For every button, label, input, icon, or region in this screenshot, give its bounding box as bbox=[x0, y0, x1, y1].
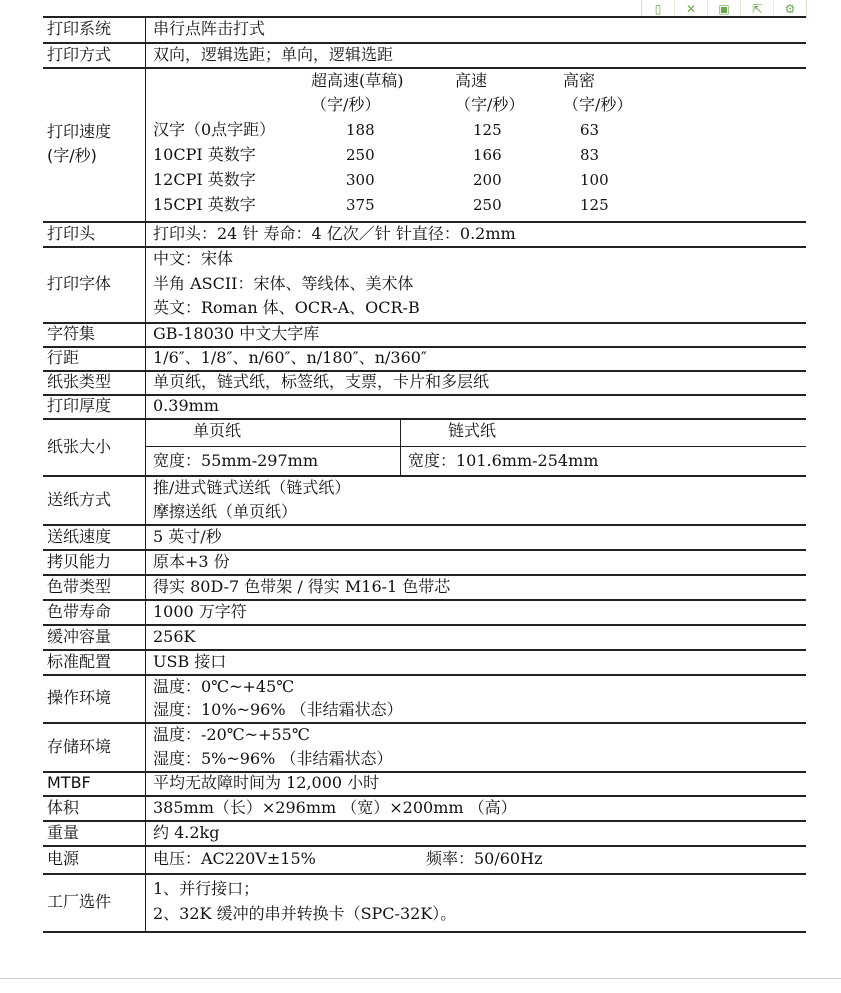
speed-value: 100 bbox=[580, 171, 609, 189]
row-label: 打印字体 bbox=[47, 274, 112, 293]
row-label: 工厂选件 bbox=[47, 892, 112, 911]
column-divider bbox=[145, 722, 146, 771]
paper-column-divider bbox=[400, 418, 401, 475]
row-label: 色带寿命 bbox=[47, 601, 112, 621]
speed-value: 250 bbox=[473, 196, 502, 214]
share-icon[interactable]: ⇱ bbox=[741, 0, 774, 17]
column-divider bbox=[145, 845, 146, 873]
row-value: 385mm（长）×296mm （宽）×200mm （高） bbox=[153, 797, 517, 817]
row-label: 存储环境 bbox=[47, 736, 112, 756]
column-divider bbox=[145, 873, 146, 931]
paper-divider bbox=[145, 446, 806, 447]
row-value: 串行点阵击打式 bbox=[153, 19, 266, 38]
row-label: 操作环境 bbox=[47, 688, 112, 707]
expand-icon[interactable]: ✕ bbox=[675, 0, 708, 17]
row-label: 打印速度 bbox=[47, 122, 112, 141]
row-value: 单页纸，链式纸，标签纸，支票，卡片和多层纸 bbox=[153, 372, 490, 391]
save-icon[interactable]: ▣ bbox=[708, 0, 741, 17]
column-divider bbox=[145, 42, 146, 67]
settings-icon[interactable]: ⚙ bbox=[784, 1, 796, 16]
speed-value: 200 bbox=[473, 171, 502, 189]
row-value: 电压：AC220V±15% bbox=[153, 849, 316, 868]
row-line: 半角 ASCII：宋体、等线体、美术体 bbox=[153, 273, 414, 293]
row-value: 1000 万字符 bbox=[153, 601, 247, 621]
speed-header: 高密 bbox=[563, 71, 596, 90]
row-line: 2、32K 缓冲的串并转换卡（SPC-32K）。 bbox=[153, 904, 457, 923]
row-line: 摩擦送纸（单页纸） bbox=[153, 501, 298, 521]
column-divider bbox=[145, 820, 146, 845]
row-value: USB 接口 bbox=[153, 651, 227, 671]
speed-value: 166 bbox=[473, 146, 502, 164]
row-line: 中文：宋体 bbox=[153, 249, 234, 268]
row-value: 打印头：24 针 寿命：4 亿次／针 针直径：0.2mm bbox=[153, 223, 516, 243]
speed-value: 300 bbox=[346, 171, 375, 189]
row-label: 行距 bbox=[47, 348, 80, 367]
row-label: 纸张类型 bbox=[47, 372, 112, 391]
paper-value-2: 宽度：101.6mm-254mm bbox=[408, 451, 599, 470]
row-label: 打印系统 bbox=[47, 19, 112, 38]
speed-value: 63 bbox=[580, 121, 600, 139]
column-divider bbox=[145, 599, 146, 624]
column-divider bbox=[145, 524, 146, 549]
row-value: 约 4.2kg bbox=[153, 822, 220, 842]
row-label: 电源 bbox=[47, 849, 80, 868]
column-divider bbox=[145, 574, 146, 599]
speed-row-name: 12CPI 英数字 bbox=[153, 170, 256, 189]
speed-value: 83 bbox=[580, 146, 600, 164]
row-value: 原本+3 份 bbox=[153, 551, 230, 571]
paper-header-2: 链式纸 bbox=[448, 421, 497, 440]
row-label: 送纸方式 bbox=[47, 489, 112, 509]
column-divider bbox=[145, 322, 146, 346]
speed-value: 375 bbox=[346, 196, 375, 214]
row-value: 1/6″、1/8″、n/60″、n/180″、n/360″ bbox=[153, 348, 427, 367]
row-label: MTBF bbox=[47, 773, 91, 792]
row-label: 拷贝能力 bbox=[47, 551, 112, 571]
row-line: 湿度：5%~96% （非结霜状态） bbox=[153, 748, 393, 768]
column-divider bbox=[145, 771, 146, 795]
column-divider bbox=[145, 649, 146, 674]
row-line: 湿度：10%~96% （非结霜状态） bbox=[153, 700, 403, 719]
speed-row-name: 15CPI 英数字 bbox=[153, 195, 256, 214]
speed-value: 250 bbox=[346, 146, 375, 164]
page-divider bbox=[0, 978, 841, 979]
row-value: 5 英寸/秒 bbox=[153, 526, 222, 546]
row-label: 送纸速度 bbox=[47, 526, 112, 546]
speed-value: 125 bbox=[580, 196, 609, 214]
row-divider bbox=[43, 418, 806, 420]
column-divider bbox=[145, 370, 146, 394]
speed-header: 超高速(草稿) bbox=[311, 71, 404, 90]
row-line: 温度：-20℃~+55℃ bbox=[153, 725, 310, 744]
copy-icon[interactable]: ▯ bbox=[642, 0, 675, 17]
column-divider bbox=[145, 246, 146, 322]
column-divider bbox=[145, 624, 146, 649]
row-line: 英文：Roman 体、OCR-A、OCR-B bbox=[153, 298, 420, 318]
row-label: 标准配置 bbox=[47, 651, 112, 671]
column-divider bbox=[145, 674, 146, 722]
column-divider bbox=[145, 795, 146, 820]
column-divider bbox=[145, 16, 146, 42]
paper-header-1: 单页纸 bbox=[193, 421, 242, 440]
speed-row-name: 10CPI 英数字 bbox=[153, 145, 256, 164]
row-value: 0.39mm bbox=[153, 396, 219, 415]
row-divider bbox=[43, 873, 806, 875]
column-divider bbox=[145, 67, 146, 221]
column-divider bbox=[145, 475, 146, 524]
speed-header: 高速 bbox=[455, 71, 488, 90]
speed-row-name: 汉字（0点字距） bbox=[153, 120, 276, 139]
column-divider bbox=[145, 394, 146, 418]
row-value: 双向，逻辑选距；单向，逻辑选距 bbox=[153, 44, 394, 64]
column-divider bbox=[145, 346, 146, 370]
row-divider bbox=[43, 931, 806, 933]
row-divider bbox=[43, 67, 806, 69]
row-label: 重量 bbox=[47, 822, 80, 842]
row-label: 缓冲容量 bbox=[47, 626, 112, 646]
row-value-2: 频率：50/60Hz bbox=[426, 849, 543, 868]
row-value: 256K bbox=[153, 626, 196, 646]
row-label: 字符集 bbox=[47, 324, 96, 343]
speed-value: 188 bbox=[346, 121, 375, 139]
row-label: (字/秒) bbox=[47, 146, 97, 165]
row-value: GB-18030 中文大字库 bbox=[153, 324, 320, 343]
row-label: 色带类型 bbox=[47, 576, 112, 596]
speed-header: （字/秒） bbox=[455, 95, 525, 114]
row-line: 推/进式链式送纸（链式纸） bbox=[153, 478, 351, 497]
speed-value: 125 bbox=[473, 121, 502, 139]
row-line: 1、并行接口； bbox=[153, 879, 260, 898]
row-label: 纸张大小 bbox=[47, 436, 112, 456]
row-label: 体积 bbox=[47, 797, 80, 817]
speed-header: （字/秒） bbox=[563, 95, 633, 114]
row-label: 打印方式 bbox=[47, 44, 112, 64]
column-divider bbox=[145, 549, 146, 574]
row-label: 打印头 bbox=[47, 223, 96, 243]
row-label: 打印厚度 bbox=[47, 396, 112, 415]
column-divider bbox=[145, 221, 146, 246]
row-value: 平均无故障时间为 12,000 小时 bbox=[153, 773, 380, 792]
row-value: 得实 80D-7 色带架 / 得实 M16-1 色带芯 bbox=[153, 576, 451, 596]
speed-header: （字/秒） bbox=[311, 95, 381, 114]
paper-value-1: 宽度：55mm-297mm bbox=[153, 451, 318, 470]
row-line: 温度：0℃~+45℃ bbox=[153, 677, 295, 696]
